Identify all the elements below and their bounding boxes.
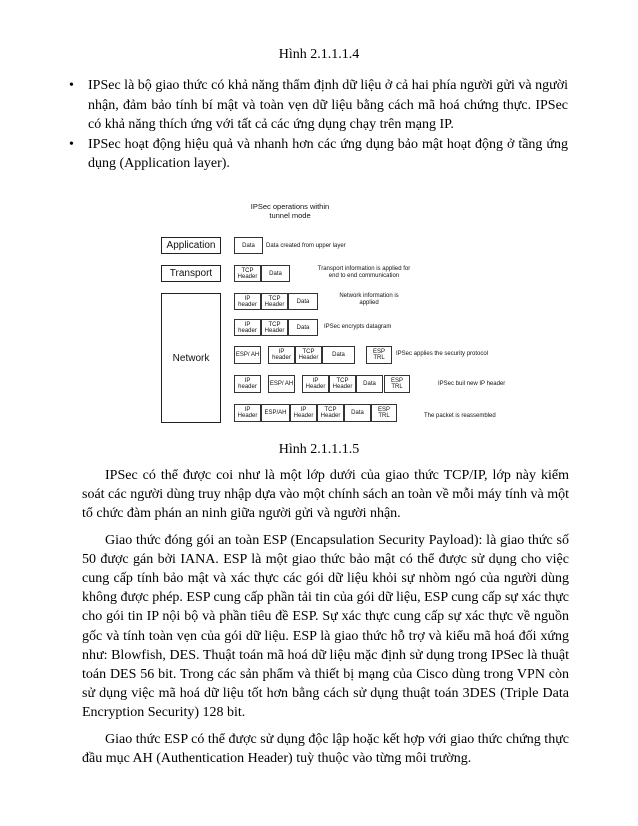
esp-trl-cell: ESP TRL	[384, 375, 410, 393]
tcp-header-cell: TCP Header	[261, 293, 288, 310]
esp-ah-cell: ESP/AH	[261, 404, 290, 422]
note-ipsec-encrypts: IPSec encrypts datagram	[324, 324, 392, 330]
ip-header-cell: IP Header	[290, 404, 317, 422]
paragraph: IPSec có thể được coi như là một lớp dưới của giao thức TCP/IP, lớp này kiểm soát các người dùng truy nhập dựa vào một chính sách an toàn về mỗi máy tính và một tổ chức đàm phán an ninh giữa người gửi và người nhận.	[82, 468, 569, 522]
note-reassembled: The packet is reassembled	[424, 413, 496, 419]
data-cell: Data	[344, 404, 371, 422]
bullet-list	[68, 76, 568, 174]
data-cell: Data	[234, 237, 263, 254]
note-applies-security: IPSec applies the security protocol	[396, 351, 489, 357]
body-text	[82, 466, 569, 775]
layer-transport: Transport	[161, 265, 221, 282]
tcp-header-cell: TCP Header	[329, 375, 356, 393]
layer-network: Network	[161, 293, 221, 423]
bullet-item	[68, 76, 568, 135]
ip-header-cell: IP Header	[234, 404, 261, 422]
note-network-info: Network information is applied	[339, 293, 399, 306]
data-cell: Data	[288, 293, 318, 310]
esp-trl-cell: ESP TRL	[371, 404, 397, 422]
data-cell: Data	[288, 319, 318, 336]
esp-ah-cell: ESP/ AH	[268, 375, 295, 393]
bullet-icon: •	[69, 78, 74, 93]
esp-trl-cell: ESP TRL	[366, 346, 392, 364]
bullet-item	[68, 135, 568, 174]
bullet-text: IPSec hoạt động hiệu quả và nhanh hơn các ứng dụng bảo mật hoạt động ở tầng ứng dụng (Application layer).	[88, 136, 568, 172]
tcp-header-cell: TCP Header	[261, 319, 288, 336]
ip-header-cell: IP header	[268, 346, 295, 364]
tcp-header-cell: TCP Header	[317, 404, 344, 422]
data-cell: Data	[356, 375, 383, 393]
note-transport-info: Transport information is applied for end to end communication	[317, 266, 411, 279]
data-cell: Data	[322, 346, 355, 364]
ipsec-tunnel-diagram	[156, 200, 522, 432]
ip-header-cell: IP header	[234, 319, 261, 336]
ip-header-cell: IP header	[234, 293, 261, 310]
figure-caption-mid: Hình 2.1.1.1.5	[278, 442, 360, 457]
note-data-created: Data created from upper layer	[266, 243, 346, 249]
bullet-icon: •	[69, 136, 74, 152]
paragraph: Giao thức đóng gói an toàn ESP (Encapsulation Security Payload): là giao thức số 50 được gán bởi IANA. ESP là một giao thức bảo mật có thể được sử dụng cho việc cung cấp tính bảo mật và xác thực các gói dữ liệu khỏi sự nhòm ngó của người dùng không được phép. ESP cung cấp phần tải tin của gói dữ liệu, ESP cung cấp sự xác thực cho gói tin IP nội bộ và phần tiêu đề ESP. Sự xác thực cung cấp sự xác thực về nguồn gốc và tính toàn vẹn của gói dữ liệu. ESP là giao thức hỗ trợ và kiểu mã hoá đối xứng như: Blowfish, DES. Thuật toán mã hoá dữ liệu mặc định sử dụng trong IPSec là thuật toán DES 56 bit. Trong các sản phẩm và thiết bị mạng của Cisco dùng trong VPN còn sử dụng việc mã hoá dữ liệu tốt hơn bằng cách sử dụng thuật toán 3DES (Triple Data Encryption Security) 128 bit.	[82, 532, 569, 721]
tcp-header-cell: TCP Header	[295, 346, 322, 364]
layer-application: Application	[161, 237, 221, 254]
diagram-title: IPSec operations within tunnel mode	[250, 202, 330, 220]
ip-header-cell: IP Header	[302, 375, 329, 393]
tcp-header-cell: TCP Header	[234, 265, 261, 282]
bullet-text: IPSec là bộ giao thức có khả năng thẩm định dữ liệu ở cả hai phía người gửi và người nhận, đảm bảo tính bí mật và toàn vẹn dữ liệu bằng cách mã hoá chứng thực. IPSec có khả năng thích ứng với tất cả các ứng dụng chạy trên mạng IP.	[88, 78, 568, 133]
ip-header-cell: IP header	[234, 375, 261, 393]
paragraph: Giao thức ESP có thể được sử dụng độc lập hoặc kết hợp với giao thức chứng thực đầu mục AH (Authentication Header) tuỳ thuộc vào từng môi trường.	[82, 731, 569, 766]
note-new-ip-header: IPSec buil new IP header	[438, 381, 506, 387]
figure-caption-top: Hình 2.1.1.1.4	[278, 47, 360, 62]
esp-ah-cell: ESP/ AH	[234, 346, 261, 364]
data-cell: Data	[261, 265, 290, 282]
